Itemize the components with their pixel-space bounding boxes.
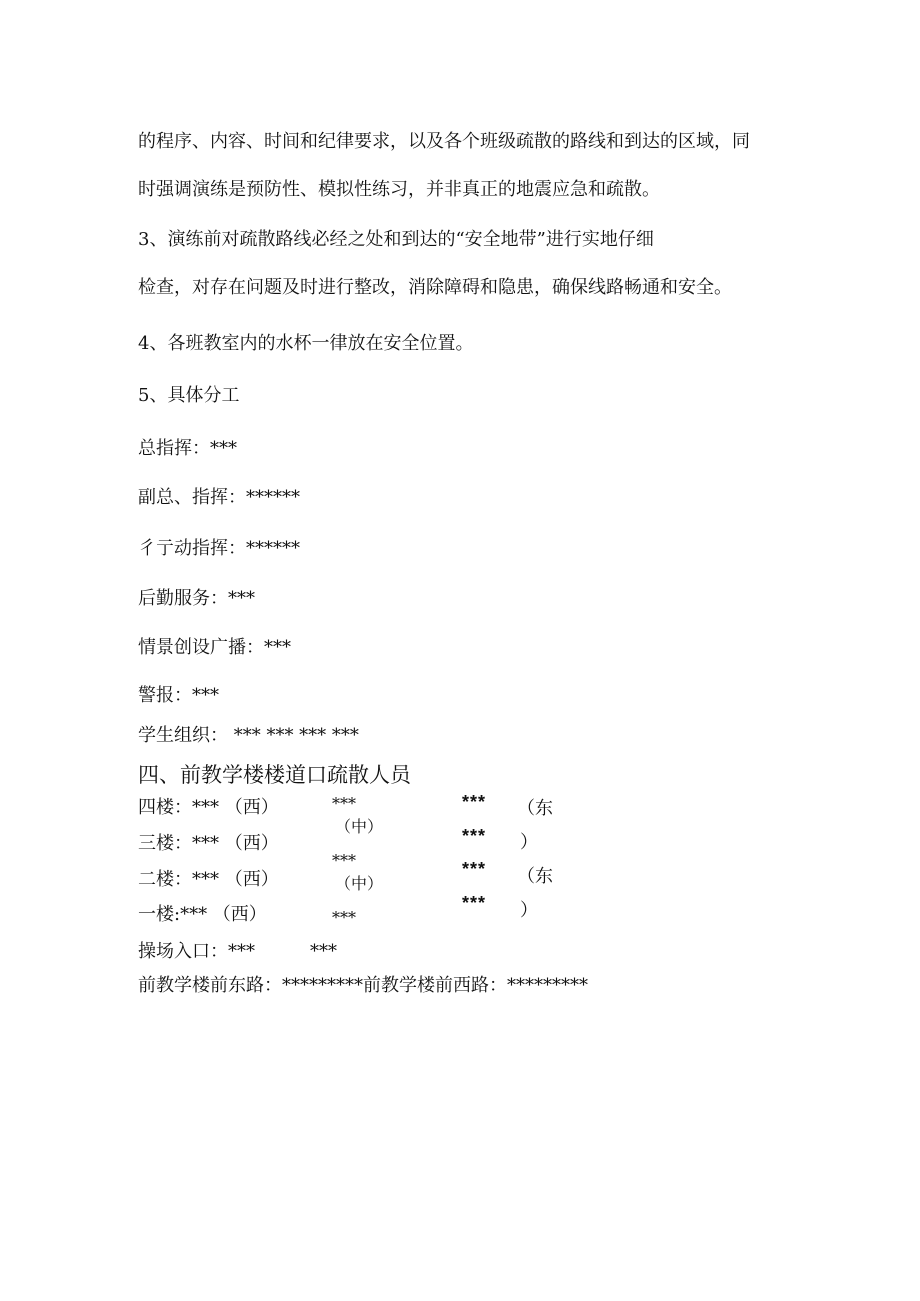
entrance-line: 操场入口：***	[138, 941, 255, 962]
section-heading: 四、前教学楼楼道口疏散人员	[138, 763, 411, 787]
paragraph-line: 的程序、内容、时间和纪律要求，以及各个班级疏散的路线和到达的区域，同	[138, 131, 750, 152]
floor-east-label: （东	[517, 798, 553, 819]
floor-middle: ***	[332, 851, 356, 870]
paragraph-line: 检查，对存在问题及时进行整改，消除障碍和隐患，确保线路畅通和安全。	[138, 277, 732, 298]
floor-middle: ***	[332, 794, 356, 813]
floor-east-label: （东	[517, 866, 553, 887]
roads-line: 前教学楼前东路：*********前教学楼前西路：*********	[138, 975, 588, 996]
floor-east-label: ）	[520, 832, 538, 853]
paragraph-line: 5、具体分工	[138, 385, 240, 406]
role-line: 后勤服务：***	[138, 588, 255, 609]
floor-east-stars: ***	[462, 792, 487, 812]
floor-middle: （中）	[335, 817, 384, 836]
entrance-line-extra: ***	[310, 941, 337, 962]
floor-east-stars: ***	[462, 826, 487, 846]
role-line: 学生组织： *** *** *** ***	[138, 725, 359, 746]
paragraph-line: 3、演练前对疏散路线必经之处和到达的“安全地带”进行实地仔细	[138, 229, 654, 250]
floor-middle: （中）	[335, 874, 384, 893]
floor-east-stars: ***	[462, 893, 487, 913]
role-line: 总指挥：***	[138, 438, 237, 459]
floor-west: 一楼:*** （西）	[138, 904, 267, 925]
floor-west: 二楼：*** （西）	[138, 869, 279, 890]
floor-east-stars: ***	[462, 859, 487, 879]
role-line: 警报：***	[138, 685, 219, 706]
role-line: 情景创设广播：***	[138, 637, 291, 658]
floor-middle: ***	[332, 908, 356, 927]
paragraph-line: 时强调演练是预防性、模拟性练习，并非真正的地震应急和疏散。	[138, 179, 660, 200]
paragraph-line: 4、各班教室内的水杯一律放在安全位置。	[138, 333, 474, 354]
floor-west: 四楼：*** （西）	[138, 797, 279, 818]
floor-east-label: ）	[520, 900, 538, 921]
role-line: 彳亍动指挥：******	[138, 538, 300, 559]
floor-west: 三楼：*** （西）	[138, 833, 279, 854]
role-line: 副总、指挥：******	[138, 487, 300, 508]
